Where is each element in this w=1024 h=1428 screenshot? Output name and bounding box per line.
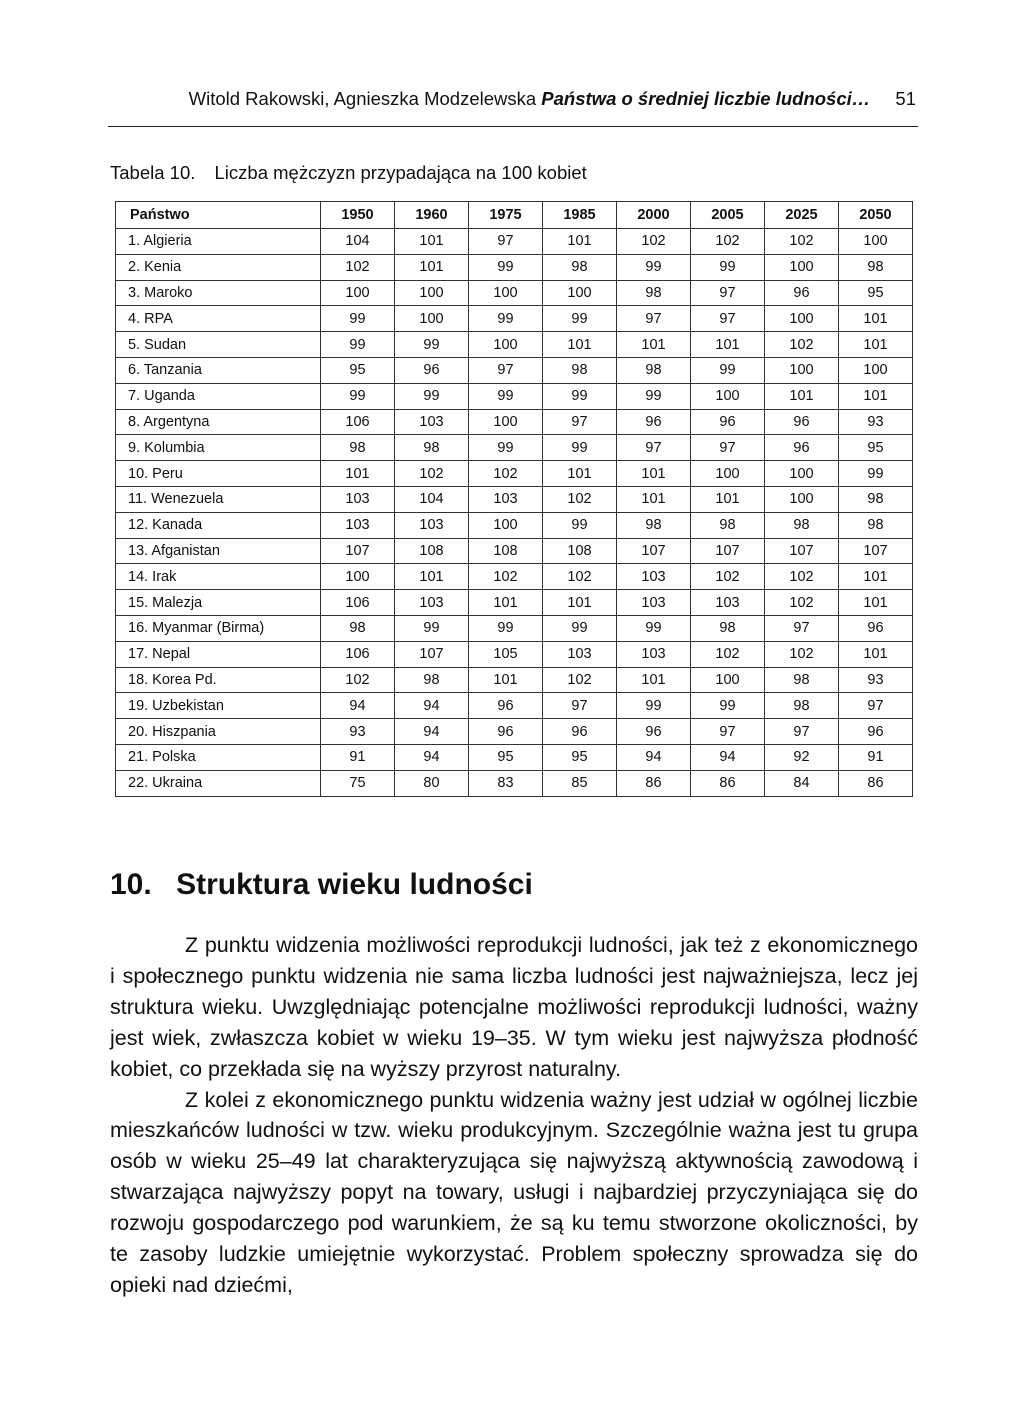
- value-cell: 101: [691, 486, 765, 512]
- value-cell: 108: [395, 538, 469, 564]
- value-cell: 106: [321, 409, 395, 435]
- value-cell: 96: [839, 719, 913, 745]
- value-cell: 98: [691, 615, 765, 641]
- value-cell: 101: [617, 461, 691, 487]
- value-cell: 101: [395, 254, 469, 280]
- value-cell: 97: [765, 615, 839, 641]
- value-cell: 100: [395, 280, 469, 306]
- sex-ratio-table: [115, 201, 913, 797]
- value-cell: 101: [617, 667, 691, 693]
- value-cell: 107: [839, 538, 913, 564]
- value-cell: 97: [691, 719, 765, 745]
- header-authors: Witold Rakowski, Agnieszka Modzelewska: [188, 88, 537, 109]
- value-cell: 103: [543, 641, 617, 667]
- country-cell: 19. Uzbekistan: [116, 693, 321, 719]
- table-row: [116, 409, 913, 435]
- value-cell: 102: [691, 641, 765, 667]
- column-header-year: 2000: [617, 202, 691, 229]
- value-cell: 101: [765, 383, 839, 409]
- value-cell: 100: [543, 280, 617, 306]
- value-cell: 101: [617, 332, 691, 358]
- value-cell: 103: [617, 564, 691, 590]
- value-cell: 99: [321, 383, 395, 409]
- table-row: [116, 770, 913, 796]
- country-cell: 6. Tanzania: [116, 357, 321, 383]
- value-cell: 100: [469, 280, 543, 306]
- value-cell: 101: [839, 332, 913, 358]
- value-cell: 98: [617, 280, 691, 306]
- value-cell: 95: [543, 744, 617, 770]
- value-cell: 101: [321, 461, 395, 487]
- value-cell: 97: [617, 306, 691, 332]
- value-cell: 94: [691, 744, 765, 770]
- page-number: 51: [895, 88, 916, 109]
- value-cell: 102: [321, 667, 395, 693]
- value-cell: 103: [395, 512, 469, 538]
- value-cell: 107: [395, 641, 469, 667]
- column-header-year: 1985: [543, 202, 617, 229]
- value-cell: 101: [395, 564, 469, 590]
- value-cell: 99: [691, 254, 765, 280]
- value-cell: 103: [395, 590, 469, 616]
- header-rule: [108, 126, 918, 127]
- value-cell: 100: [691, 667, 765, 693]
- value-cell: 101: [543, 332, 617, 358]
- value-cell: 98: [765, 512, 839, 538]
- country-cell: 4. RPA: [116, 306, 321, 332]
- value-cell: 99: [321, 306, 395, 332]
- value-cell: 98: [617, 357, 691, 383]
- value-cell: 96: [617, 719, 691, 745]
- section-heading: [110, 868, 533, 902]
- value-cell: 97: [543, 693, 617, 719]
- value-cell: 101: [617, 486, 691, 512]
- value-cell: 102: [691, 564, 765, 590]
- value-cell: 107: [617, 538, 691, 564]
- value-cell: 108: [469, 538, 543, 564]
- value-cell: 99: [617, 615, 691, 641]
- value-cell: 99: [617, 254, 691, 280]
- value-cell: 98: [765, 667, 839, 693]
- value-cell: 100: [765, 357, 839, 383]
- table-row: [116, 383, 913, 409]
- value-cell: 99: [543, 512, 617, 538]
- value-cell: 102: [543, 564, 617, 590]
- value-cell: 105: [469, 641, 543, 667]
- value-cell: 100: [839, 357, 913, 383]
- value-cell: 99: [617, 383, 691, 409]
- value-cell: 93: [839, 667, 913, 693]
- value-cell: 93: [839, 409, 913, 435]
- country-cell: 1. Algieria: [116, 229, 321, 255]
- value-cell: 103: [469, 486, 543, 512]
- table-caption: [110, 162, 587, 184]
- value-cell: 107: [321, 538, 395, 564]
- value-cell: 101: [839, 590, 913, 616]
- country-cell: 22. Ukraina: [116, 770, 321, 796]
- value-cell: 97: [839, 693, 913, 719]
- value-cell: 102: [543, 486, 617, 512]
- value-cell: 86: [691, 770, 765, 796]
- value-cell: 100: [469, 409, 543, 435]
- table-caption-text: Liczba mężczyzn przypadająca na 100 kobiet: [214, 162, 587, 183]
- value-cell: 75: [321, 770, 395, 796]
- value-cell: 99: [543, 306, 617, 332]
- value-cell: 96: [765, 409, 839, 435]
- value-cell: 100: [395, 306, 469, 332]
- table-body: [116, 229, 913, 797]
- value-cell: 97: [691, 435, 765, 461]
- country-cell: 3. Maroko: [116, 280, 321, 306]
- value-cell: 98: [321, 435, 395, 461]
- table-row: [116, 254, 913, 280]
- value-cell: 101: [839, 306, 913, 332]
- table-row: [116, 719, 913, 745]
- value-cell: 98: [765, 693, 839, 719]
- value-cell: 95: [839, 280, 913, 306]
- value-cell: 94: [617, 744, 691, 770]
- value-cell: 100: [691, 461, 765, 487]
- value-cell: 97: [691, 280, 765, 306]
- value-cell: 96: [691, 409, 765, 435]
- value-cell: 101: [469, 590, 543, 616]
- value-cell: 100: [765, 486, 839, 512]
- value-cell: 102: [543, 667, 617, 693]
- table-row: [116, 229, 913, 255]
- value-cell: 99: [691, 357, 765, 383]
- paragraph: Z punktu widzenia możliwości reprodukcji ludności, jak też z ekonomicznego i społecznego punktu widzenia nie sama liczba ludności jest najważniejsza, lecz jej struktura wieku. Uwzględniając potencjalne możliwości reprodukcji ludności, ważny jest wiek, zwłaszcza kobiet w wieku 19–35. W tym wieku jest najwyższa płodność kobiet, co przekłada się na wyższy przyrost naturalny.: [110, 933, 918, 1081]
- value-cell: 104: [321, 229, 395, 255]
- table-row: [116, 461, 913, 487]
- value-cell: 101: [469, 667, 543, 693]
- table-row: [116, 332, 913, 358]
- value-cell: 98: [395, 667, 469, 693]
- value-cell: 102: [395, 461, 469, 487]
- table-row: [116, 744, 913, 770]
- value-cell: 98: [543, 357, 617, 383]
- value-cell: 101: [839, 383, 913, 409]
- value-cell: 86: [617, 770, 691, 796]
- value-cell: 95: [321, 357, 395, 383]
- table-row: [116, 564, 913, 590]
- value-cell: 94: [395, 693, 469, 719]
- table-row: [116, 615, 913, 641]
- country-cell: 18. Korea Pd.: [116, 667, 321, 693]
- value-cell: 98: [691, 512, 765, 538]
- value-cell: 102: [469, 564, 543, 590]
- table-row: [116, 538, 913, 564]
- table-row: [116, 486, 913, 512]
- value-cell: 96: [543, 719, 617, 745]
- value-cell: 101: [395, 229, 469, 255]
- value-cell: 100: [765, 461, 839, 487]
- value-cell: 80: [395, 770, 469, 796]
- value-cell: 100: [321, 280, 395, 306]
- table-row: [116, 357, 913, 383]
- value-cell: 102: [321, 254, 395, 280]
- country-cell: 2. Kenia: [116, 254, 321, 280]
- value-cell: 92: [765, 744, 839, 770]
- column-header-year: 1975: [469, 202, 543, 229]
- country-cell: 5. Sudan: [116, 332, 321, 358]
- value-cell: 98: [395, 435, 469, 461]
- value-cell: 99: [395, 615, 469, 641]
- value-cell: 91: [839, 744, 913, 770]
- country-cell: 11. Wenezuela: [116, 486, 321, 512]
- country-cell: 12. Kanada: [116, 512, 321, 538]
- table-row: [116, 693, 913, 719]
- value-cell: 106: [321, 641, 395, 667]
- value-cell: 100: [469, 512, 543, 538]
- value-cell: 99: [469, 383, 543, 409]
- value-cell: 99: [839, 461, 913, 487]
- value-cell: 97: [543, 409, 617, 435]
- country-cell: 21. Polska: [116, 744, 321, 770]
- value-cell: 99: [543, 435, 617, 461]
- body-text: [110, 930, 918, 1301]
- value-cell: 102: [617, 229, 691, 255]
- value-cell: 99: [395, 332, 469, 358]
- column-header-year: 2050: [839, 202, 913, 229]
- country-cell: 20. Hiszpania: [116, 719, 321, 745]
- value-cell: 98: [617, 512, 691, 538]
- value-cell: 96: [469, 719, 543, 745]
- value-cell: 98: [543, 254, 617, 280]
- table-row: [116, 590, 913, 616]
- value-cell: 99: [617, 693, 691, 719]
- value-cell: 83: [469, 770, 543, 796]
- value-cell: 102: [765, 590, 839, 616]
- value-cell: 99: [321, 332, 395, 358]
- value-cell: 99: [469, 306, 543, 332]
- paragraph: Z kolei z ekonomicznego punktu widzenia ważny jest udział w ogólnej liczbie mieszkańców ludności w tzw. wieku produkcyjnym. Szczególnie ważna jest tu grupa osób w wieku 25–49 lat charakteryzująca się najwyższą aktywnością zawodową i stwarzająca najwyższy popyt na towary, usługi i najbardziej przyczyniająca się do rozwoju gospodarczego pod warunkiem, że są ku temu stworzone okoliczności, by te zasoby ludzkie umiejętnie wykorzystać. Problem społeczny sprowadza się do opieki nad dziećmi,: [110, 1087, 918, 1297]
- value-cell: 95: [469, 744, 543, 770]
- value-cell: 101: [543, 590, 617, 616]
- value-cell: 93: [321, 719, 395, 745]
- column-header-year: 1960: [395, 202, 469, 229]
- value-cell: 100: [839, 229, 913, 255]
- value-cell: 100: [691, 383, 765, 409]
- value-cell: 101: [839, 564, 913, 590]
- value-cell: 107: [691, 538, 765, 564]
- value-cell: 96: [839, 615, 913, 641]
- value-cell: 85: [543, 770, 617, 796]
- value-cell: 102: [691, 229, 765, 255]
- value-cell: 108: [543, 538, 617, 564]
- value-cell: 102: [469, 461, 543, 487]
- value-cell: 102: [765, 564, 839, 590]
- value-cell: 104: [395, 486, 469, 512]
- value-cell: 100: [469, 332, 543, 358]
- value-cell: 103: [321, 512, 395, 538]
- value-cell: 96: [395, 357, 469, 383]
- value-cell: 99: [469, 435, 543, 461]
- country-cell: 16. Myanmar (Birma): [116, 615, 321, 641]
- value-cell: 84: [765, 770, 839, 796]
- value-cell: 94: [395, 744, 469, 770]
- value-cell: 107: [765, 538, 839, 564]
- value-cell: 99: [469, 254, 543, 280]
- value-cell: 96: [469, 693, 543, 719]
- value-cell: 97: [691, 306, 765, 332]
- country-cell: 15. Malezja: [116, 590, 321, 616]
- value-cell: 99: [395, 383, 469, 409]
- value-cell: 102: [765, 229, 839, 255]
- table-row: [116, 435, 913, 461]
- value-cell: 98: [839, 486, 913, 512]
- country-cell: 7. Uganda: [116, 383, 321, 409]
- value-cell: 91: [321, 744, 395, 770]
- country-cell: 14. Irak: [116, 564, 321, 590]
- value-cell: 106: [321, 590, 395, 616]
- value-cell: 97: [469, 357, 543, 383]
- value-cell: 94: [321, 693, 395, 719]
- section-number: 10.: [110, 868, 152, 901]
- value-cell: 102: [765, 641, 839, 667]
- value-cell: 101: [691, 332, 765, 358]
- value-cell: 103: [617, 590, 691, 616]
- country-cell: 13. Afganistan: [116, 538, 321, 564]
- table-caption-label: Tabela 10.: [110, 162, 196, 183]
- value-cell: 98: [321, 615, 395, 641]
- value-cell: 101: [839, 641, 913, 667]
- value-cell: 100: [765, 254, 839, 280]
- country-cell: 17. Nepal: [116, 641, 321, 667]
- value-cell: 103: [321, 486, 395, 512]
- country-cell: 8. Argentyna: [116, 409, 321, 435]
- value-cell: 98: [839, 254, 913, 280]
- value-cell: 99: [543, 383, 617, 409]
- table-row: [116, 512, 913, 538]
- value-cell: 97: [617, 435, 691, 461]
- section-title: Struktura wieku ludności: [176, 868, 533, 901]
- table-row: [116, 280, 913, 306]
- value-cell: 103: [617, 641, 691, 667]
- value-cell: 101: [543, 229, 617, 255]
- header-book-title: Państwa o średniej liczbie ludności…: [541, 88, 871, 109]
- country-cell: 9. Kolumbia: [116, 435, 321, 461]
- value-cell: 100: [765, 306, 839, 332]
- value-cell: 101: [543, 461, 617, 487]
- value-cell: 97: [765, 719, 839, 745]
- table-header-row: [116, 202, 913, 229]
- value-cell: 95: [839, 435, 913, 461]
- value-cell: 97: [469, 229, 543, 255]
- value-cell: 86: [839, 770, 913, 796]
- value-cell: 94: [395, 719, 469, 745]
- table-row: [116, 641, 913, 667]
- column-header-year: 2005: [691, 202, 765, 229]
- value-cell: 96: [765, 435, 839, 461]
- value-cell: 96: [765, 280, 839, 306]
- column-header-year: 1950: [321, 202, 395, 229]
- value-cell: 99: [691, 693, 765, 719]
- table-row: [116, 667, 913, 693]
- country-cell: 10. Peru: [116, 461, 321, 487]
- value-cell: 100: [321, 564, 395, 590]
- value-cell: 102: [765, 332, 839, 358]
- value-cell: 103: [395, 409, 469, 435]
- value-cell: 99: [543, 615, 617, 641]
- value-cell: 99: [469, 615, 543, 641]
- column-header-country: Państwo: [116, 202, 321, 229]
- column-header-year: 2025: [765, 202, 839, 229]
- value-cell: 98: [839, 512, 913, 538]
- value-cell: 103: [691, 590, 765, 616]
- table-row: [116, 306, 913, 332]
- running-header: [108, 88, 916, 110]
- value-cell: 96: [617, 409, 691, 435]
